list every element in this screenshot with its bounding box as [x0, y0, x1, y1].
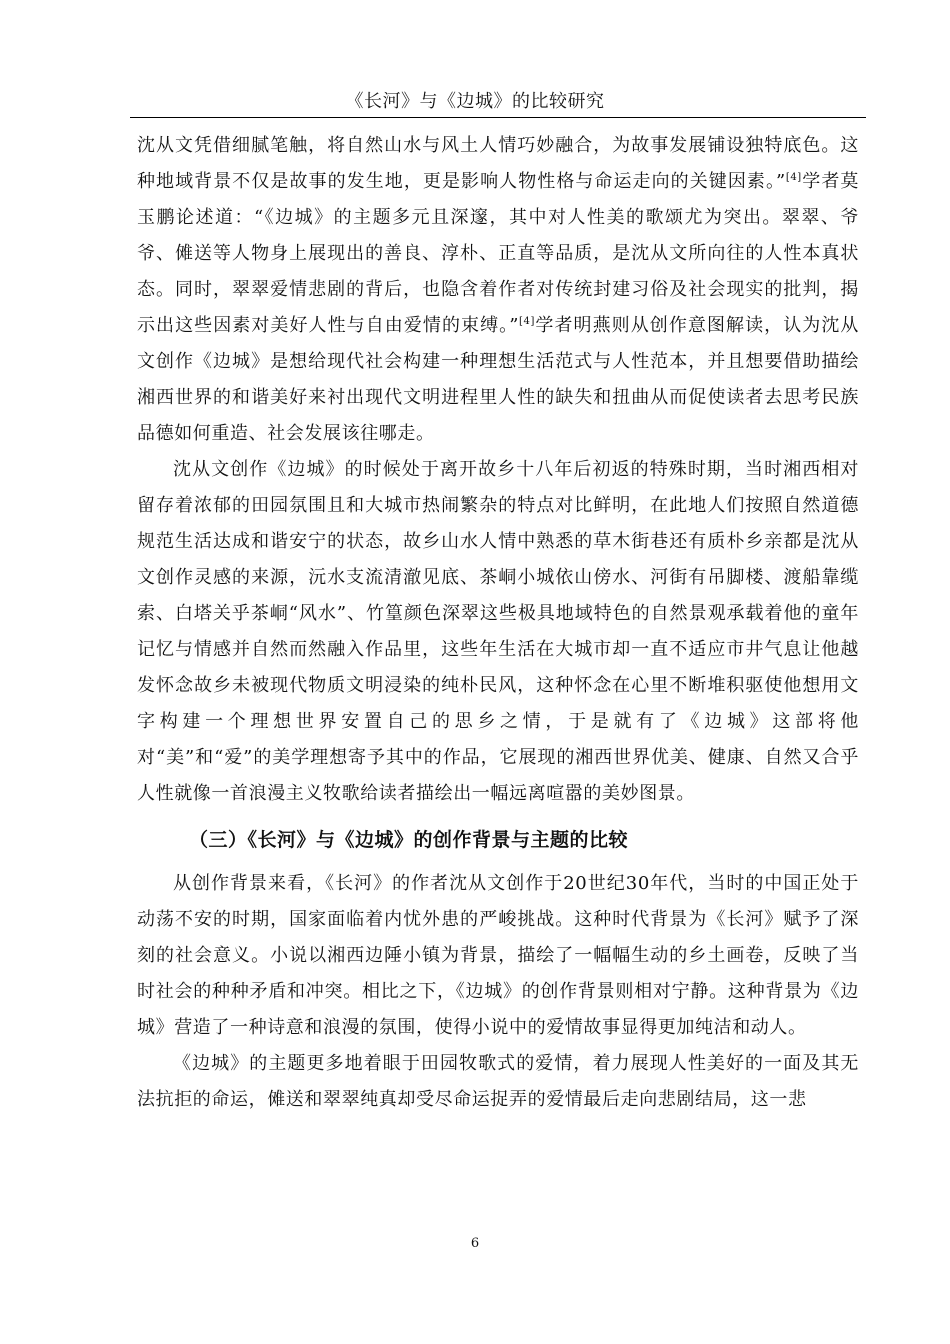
page-number: 6 — [470, 1236, 480, 1251]
section-heading: （三）《长河》与《边城》的创作背景与主题的比较 — [189, 829, 629, 851]
body-paragraph-4: 《边城》的主题更多地着眼于田园牧歌式的爱情，着力展现人性美好的一面及其无法抗拒的命运，傩送和翠翠纯真却受尽命运捉弄的爱情最后走向悲剧结局，这一悲 — [137, 1053, 859, 1110]
header-divider — [130, 117, 866, 118]
paragraph-1-text-a: 沈从文凭借细腻笔触，将自然山水与风土人情巧妙融合，为故事发展铺设独特底色。这种地域背景不仅是故事的发生地，更是影响人物性格与命运走向的关键因素。” — [137, 135, 859, 192]
paragraph-1-text-b: 学者莫玉鹏论述道：“《边城》的主题多元且深邃，其中对人性美的歌颂尤为突出。翠翠、爷爷、傩送等人物身上展现出的善良、淳朴、正直等品质，是沈从文所向往的人性本真状态。同时，翠翠爱情悲剧的背后，也隐含着作者对传统封建习俗及社会现实的批判，揭示出这些因素对美好人性与自由爱情的束缚。” — [137, 171, 859, 336]
citation-ref: [4] — [785, 172, 802, 183]
citation-ref: [4] — [519, 316, 535, 327]
body-paragraph-1 — [137, 128, 859, 452]
body-paragraph-2: 沈从文创作《边城》的时候处于离开故乡十八年后初返的特殊时期，当时湘西相对留存着浓郁的田园氛围且和大城市热闹繁杂的特点对比鲜明，在此地人们按照自然道德规范生活达成和谐安宁的状态，故乡山水人情中熟悉的草木街巷还有质朴乡亲都是沈从文创作灵感的来源，沅水支流清澈见底、茶峒小城依山傍水、河街有吊脚楼、渡船靠缆索、白塔关乎茶峒“风水”、竹篁颜色深翠这些极具地域特色的自然景观承载着他的童年记忆与情感并自然而然融入作品里，这些年生活在大城市却一直不适应市井气息让他越发怀念故乡未被现代物质文明浸染的纯朴民风，这种怀念在心里不断堆积驱使他想用文字构建一个理想世界安置自己的思乡之情，于是就有了《边城》这部将他对“美”和“爱”的美学理想寄予其中的作品，它展现的湘西世界优美、健康、自然又合乎人性就像一首浪漫主义牧歌给读者描绘出一幅远离喧嚣的美妙图景。 — [137, 459, 859, 804]
paragraph-1-text-c: 学者明燕则从创作意图解读，认为沈从文创作《边城》是想给现代社会构建一种理想生活范式与人性范本，并且想要借助描绘湘西世界的和谐美好来衬出现代文明进程里人性的缺失和扭曲从而促使读者去思考民族品德如何重造、社会发展该往哪走。 — [137, 315, 859, 444]
body-paragraph-3: 从创作背景来看，《长河》的作者沈从文创作于20世纪30年代，当时的中国正处于动荡不安的时期，国家面临着内忧外患的严峻挑战。这种时代背景为《长河》赋予了深刻的社会意义。小说以湘西边陲小镇为背景，描绘了一幅幅生动的乡土画卷，反映了当时社会的种种矛盾和冲突。相比之下，《边城》的创作背景则相对宁静。这种背景为《边城》营造了一种诗意和浪漫的氛围，使得小说中的爱情故事显得更加纯洁和动人。 — [137, 873, 859, 1038]
page-body — [137, 128, 859, 1118]
running-header-title: 《长河》与《边城》的比较研究 — [345, 91, 605, 112]
